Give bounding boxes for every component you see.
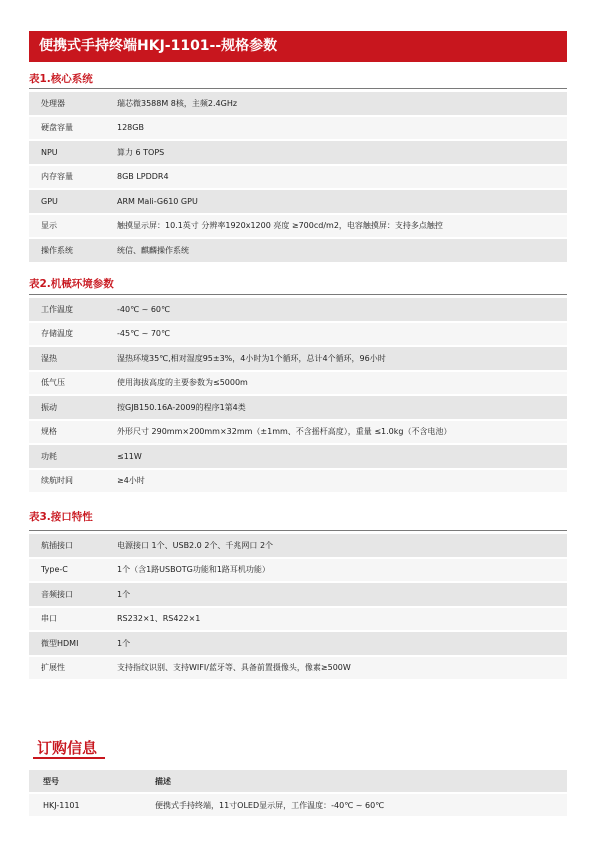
row-key: NPU [29,141,105,164]
table-row [29,794,567,816]
order-title-underline [33,757,105,759]
table-row [29,372,567,395]
header-desc: 描述 [141,770,567,792]
row-value: 湿热环境35℃,相对湿度95±3%，4小时为1个循环，总计4个循环，96小时 [105,347,567,370]
table1-title: 表1.核心系统 [29,73,93,85]
row-key: 串口 [29,608,105,631]
row-key: 内存容量 [29,166,105,189]
table3-title: 表3.接口特性 [29,511,93,523]
row-key: 处理器 [29,92,105,115]
table-row [29,632,567,655]
row-key: 显示 [29,215,105,238]
row-key: 低气压 [29,372,105,395]
table-row [29,657,567,680]
table-row [29,166,567,189]
table-row [29,396,567,419]
row-key: 航插接口 [29,534,105,557]
row-value: -45℃ ~ 70℃ [105,323,567,346]
table-row [29,534,567,557]
row-key: 规格 [29,421,105,444]
row-key: 微型HDMI [29,632,105,655]
table2-title: 表2.机械环境参数 [29,278,114,290]
row-value: RS232×1、RS422×1 [105,608,567,631]
row-value: 128GB [105,117,567,140]
row-value: 统信、麒麟操作系统 [105,239,567,262]
row-key: 功耗 [29,445,105,468]
order-desc: 便携式手持终端，11寸OLED显示屏，工作温度：-40℃ ~ 60℃ [141,794,567,816]
core-system-table [29,90,567,264]
row-value: 算力 6 TOPS [105,141,567,164]
table-row [29,215,567,238]
table-row [29,92,567,115]
row-value: ARM Mali-G610 GPU [105,190,567,213]
page-title-banner [29,31,567,62]
page-title: 便携式手持终端HKJ-1101--规格参数 [39,38,278,54]
row-value: 外形尺寸 290mm×200mm×32mm（±1mm、不含摇杆高度），重量 ≤1.0kg（不含电池） [105,421,567,444]
table2-divider [29,294,567,295]
table-row [29,608,567,631]
row-value: 触摸显示屏：10.1英寸 分辨率1920x1200 亮度 ≥700cd/m2，电容触摸屏：支持多点触控 [105,215,567,238]
row-key: 音频接口 [29,583,105,606]
order-section-title: 订购信息 [37,739,98,757]
table1-divider [29,88,567,89]
row-key: Type-C [29,559,105,582]
row-value: 1个 [105,632,567,655]
row-value: 支持指纹识别、支持WIFI/蓝牙等、具备前置摄像头，像素≥500W [105,657,567,680]
row-key: 存储温度 [29,323,105,346]
row-value: -40℃ ~ 60℃ [105,298,567,321]
order-model: HKJ-1101 [29,794,141,816]
table-row [29,190,567,213]
table-row [29,141,567,164]
header-model: 型号 [29,770,141,792]
row-key: 工作温度 [29,298,105,321]
row-key: 硬盘容量 [29,117,105,140]
row-key: 续航时间 [29,470,105,493]
table-row [29,117,567,140]
row-value: ≥4小时 [105,470,567,493]
table-row [29,470,567,493]
table-row [29,239,567,262]
table-row [29,347,567,370]
row-key: 振动 [29,396,105,419]
row-value: 1个 [105,583,567,606]
row-value: ≤11W [105,445,567,468]
row-key: 扩展性 [29,657,105,680]
row-value: 电源接口 1个、USB2.0 2个、千兆网口 2个 [105,534,567,557]
row-value: 8GB LPDDR4 [105,166,567,189]
table-row [29,583,567,606]
row-value: 1个（含1路USBOTG功能和1路耳机功能） [105,559,567,582]
table-row [29,421,567,444]
row-value: 按GJB150.16A-2009的程序1第4类 [105,396,567,419]
row-key: 湿热 [29,347,105,370]
table3-divider [29,530,567,531]
table-row [29,298,567,321]
table-row [29,445,567,468]
row-value: 使用海拔高度的主要参数为≤5000m [105,372,567,395]
table-row [29,323,567,346]
order-table [29,768,567,818]
row-key: 操作系统 [29,239,105,262]
row-value: 瑞芯微3588M 8核，主频2.4GHz [105,92,567,115]
table-row [29,559,567,582]
interface-table [29,532,567,681]
mechanical-env-table [29,296,567,494]
table-header-row [29,770,567,792]
row-key: GPU [29,190,105,213]
